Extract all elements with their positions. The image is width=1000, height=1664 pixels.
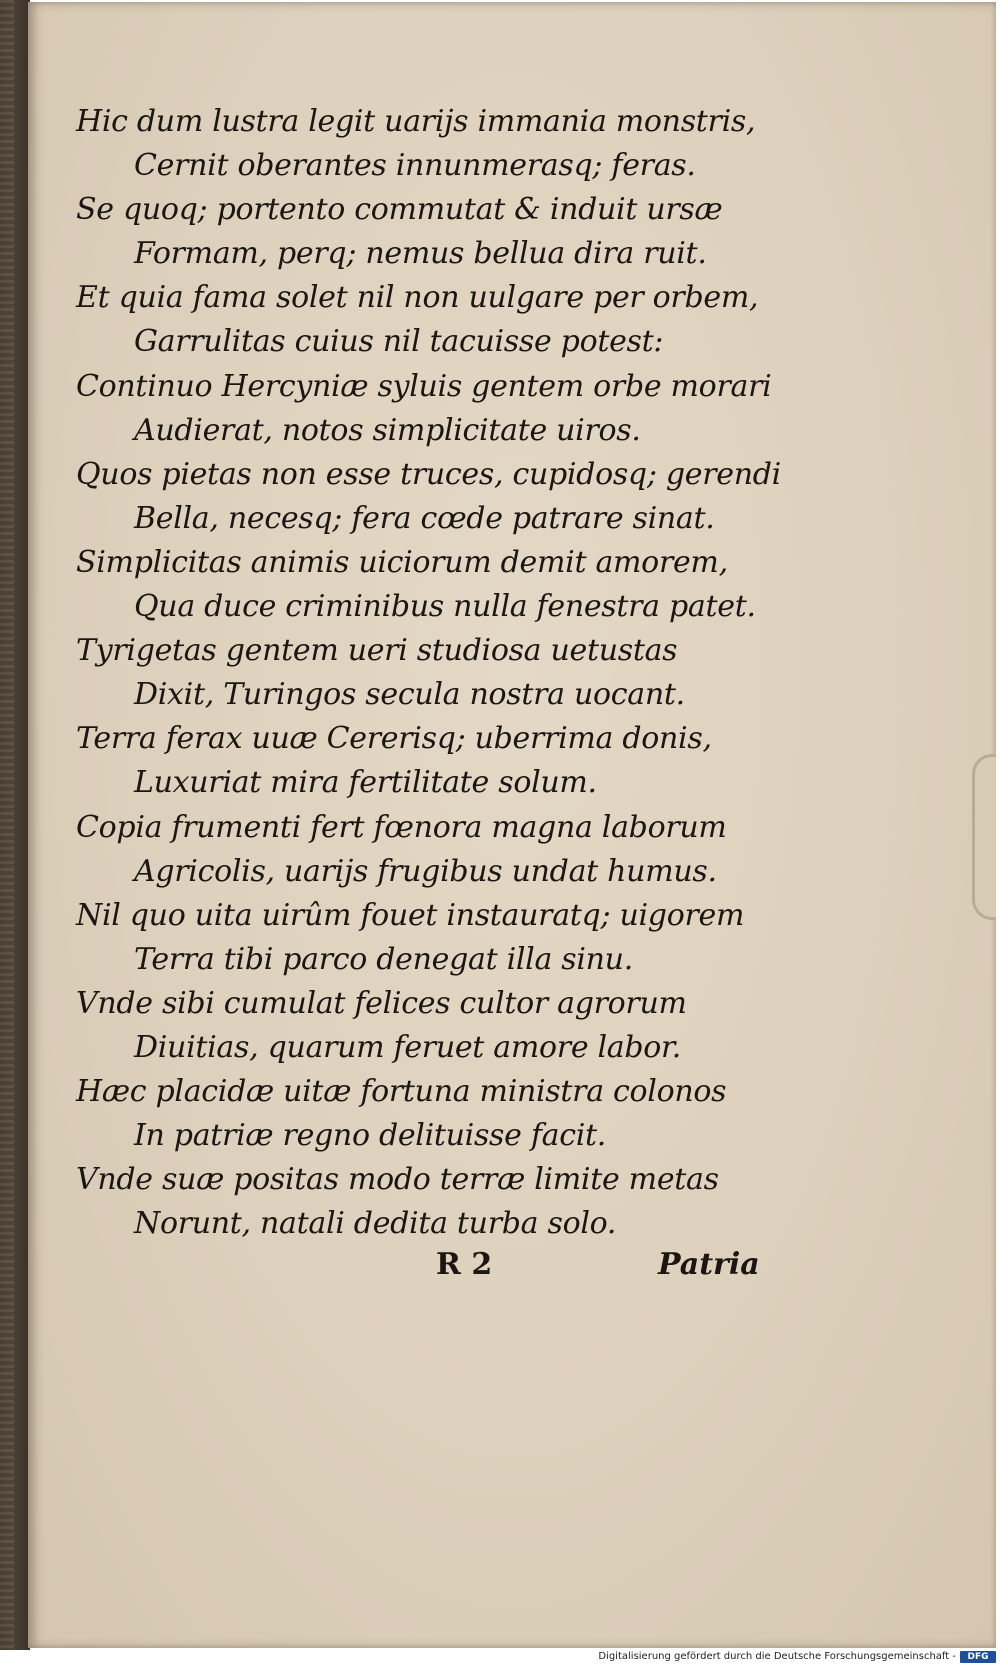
verse-line: Vnde sibi cumulat felices cultor agrorum	[76, 985, 687, 1021]
verse-line: Hæc placidæ uitæ fortuna ministra colonos	[76, 1074, 727, 1110]
verse-line: Garrulitas cuius nil tacuisse potest:	[134, 324, 664, 360]
verse-line: Diuitias, quarum feruet amore labor.	[134, 1029, 682, 1065]
verse-line: Audierat, notos simplicitate uiros.	[134, 412, 641, 448]
verse-line: Cernit oberantes innunmerasq; feras.	[134, 148, 696, 184]
verse-line: Simplicitas animis uiciorum demit amorem,	[76, 544, 728, 580]
verse-line: Terra ferax uuæ Cererisq; uberrima donis,	[76, 721, 712, 757]
verse-line: Nil quo uita uirûm fouet instauratq; uigorem	[76, 897, 745, 933]
verse-line: Hic dum lustra legit uarijs immania monstris,	[76, 104, 756, 139]
verse-line: Continuo Hercyniæ syluis gentem orbe morari	[76, 368, 772, 404]
verse-line: Norunt, natali dedita turba solo.	[134, 1206, 617, 1242]
catchword: Patria	[658, 1247, 760, 1282]
verse-line: Et quia fama solet nil non uulgare per orbem,	[76, 280, 759, 316]
verse-line: Formam, perq; nemus bellua dira ruit.	[134, 236, 707, 272]
verse-line: Quos pietas non esse truces, cupidosq; gerendi	[76, 456, 781, 492]
verse-line: In patriæ regno delituisse facit.	[134, 1118, 607, 1154]
verse-line: Luxuriat mira fertilitate solum.	[134, 765, 597, 801]
verse-line: Vnde suæ positas modo terræ limite metas	[76, 1162, 719, 1198]
verse-line: Agricolis, uarijs frugibus undat humus.	[134, 853, 717, 889]
page-edge-tab	[972, 754, 996, 920]
verse-text	[76, 100, 896, 1246]
verse-line: Dixit, Turingos secula nostra uocant.	[134, 677, 685, 713]
verse-line: Tyrigetas gentem ueri studiosa uetustas	[76, 633, 678, 669]
signature-mark: R 2	[436, 1247, 493, 1282]
dfg-logo: DFG	[960, 1651, 996, 1663]
verse-line: Se quoq; portento commutat & induit ursæ	[76, 192, 723, 228]
previous-page-edge	[0, 0, 14, 1650]
verse-line: Copia frumenti fert fœnora magna laborum	[76, 809, 727, 845]
verse-line: Qua duce criminibus nulla fenestra patet.	[134, 589, 756, 625]
page-footer	[0, 1247, 1000, 1291]
verse-line: Terra tibi parco denegat illa sinu.	[134, 941, 633, 977]
credit-bar	[0, 1650, 1000, 1664]
funding-credit: Digitalisierung gefördert durch die Deutsche Forschungsgemeinschaft -	[598, 1651, 956, 1662]
verse-line: Bella, necesq; fera cœde patrare sinat.	[134, 500, 715, 536]
